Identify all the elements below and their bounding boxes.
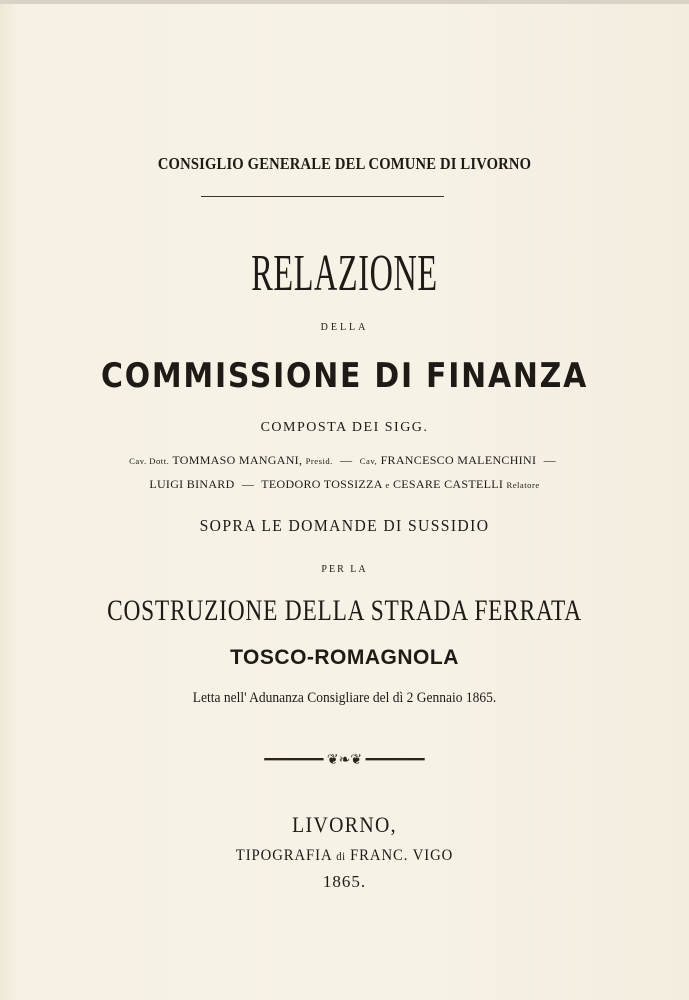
printer-label: TIPOGRAFIA xyxy=(235,847,332,864)
council-heading: CONSIGLIO GENERALE DEL COMUNE DI LIVORNO xyxy=(157,154,532,173)
member-role: Presid. xyxy=(305,456,333,466)
member-name: TEODORO TOSSIZZA xyxy=(261,477,382,491)
railway-name: TOSCO-ROMAGNOLA xyxy=(230,646,459,669)
reading-date: Letta nell' Adunanza Consigliare del dì 2 Gennaio 1865. xyxy=(192,690,497,706)
members-line-2 xyxy=(0,477,689,492)
heading-rule xyxy=(201,196,444,197)
member-prefix: Cav, xyxy=(359,456,378,466)
composed-of-label: COMPOSTA DEI SIGG. xyxy=(260,420,429,435)
member-name: TOMMASO MANGANI, xyxy=(172,453,303,467)
ornament-divider: ━━━━━━━ ❦❧❦ ━━━━━━━ xyxy=(264,753,425,768)
printer-connector: di xyxy=(336,851,346,863)
main-title: RELAZIONE xyxy=(251,245,438,302)
subject-connector: PER LA xyxy=(321,564,368,575)
members-line-1 xyxy=(0,453,689,468)
dash-separator: — xyxy=(241,477,255,491)
dash-separator: — xyxy=(543,453,556,467)
title-connector: DELLA xyxy=(320,322,369,333)
printer-name: FRANC. VIGO xyxy=(350,847,454,864)
imprint-city: LIVORNO, xyxy=(292,812,397,837)
member-name: LUIGI BINARD xyxy=(149,477,235,491)
page-edge xyxy=(0,0,689,4)
member-name: CESARE CASTELLI xyxy=(392,477,504,491)
subject-line: SOPRA LE DOMANDE DI SUSSIDIO xyxy=(199,516,490,535)
member-name: FRANCESCO MALENCHINI xyxy=(380,453,537,467)
dash-separator: — xyxy=(340,453,353,467)
commission-title: COMMISSIONE DI FINANZA xyxy=(100,356,589,396)
imprint-year: 1865. xyxy=(322,872,367,891)
member-role: Relatore xyxy=(506,480,540,490)
conjunction: e xyxy=(385,480,390,490)
member-prefix: Cav. Dott. xyxy=(129,456,170,466)
imprint-printer xyxy=(28,847,662,865)
railway-title: COSTRUZIONE DELLA STRADA FERRATA xyxy=(107,594,582,627)
